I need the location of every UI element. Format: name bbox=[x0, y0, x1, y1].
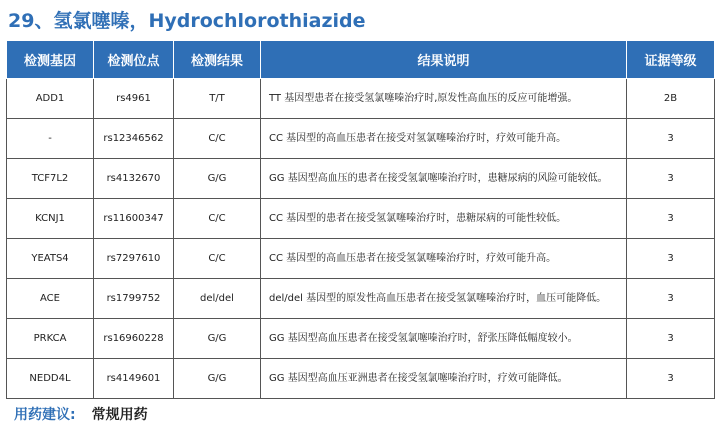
table-row bbox=[7, 199, 715, 239]
cell-evidence-level: 3 bbox=[627, 159, 715, 199]
cell-description: TT 基因型患者在接受氢氯噻嗪治疗时,原发性高血压的反应可能增强。 bbox=[261, 79, 627, 119]
table-row bbox=[7, 119, 715, 159]
cell-result: del/del bbox=[174, 279, 261, 319]
header-result: 检测结果 bbox=[174, 41, 261, 79]
cell-gene: - bbox=[7, 119, 94, 159]
advice-label: 用药建议: bbox=[14, 407, 76, 423]
cell-locus: rs4149601 bbox=[94, 359, 174, 399]
table-row bbox=[7, 279, 715, 319]
cell-result: C/C bbox=[174, 199, 261, 239]
cell-result: T/T bbox=[174, 79, 261, 119]
cell-result: C/C bbox=[174, 239, 261, 279]
cell-evidence-level: 3 bbox=[627, 119, 715, 159]
table-row bbox=[7, 159, 715, 199]
cell-evidence-level: 3 bbox=[627, 239, 715, 279]
cell-description: GG 基因型高血压的患者在接受氢氯噻嗪治疗时，患糖尿病的风险可能较低。 bbox=[261, 159, 627, 199]
cell-description: CC 基因型的高血压患者在接受对氢氯噻嗪治疗时，疗效可能升高。 bbox=[261, 119, 627, 159]
cell-locus: rs16960228 bbox=[94, 319, 174, 359]
cell-evidence-level: 2B bbox=[627, 79, 715, 119]
cell-description: del/del 基因型的原发性高血压患者在接受氢氯噻嗪治疗时，血压可能降低。 bbox=[261, 279, 627, 319]
cell-evidence-level: 3 bbox=[627, 279, 715, 319]
cell-gene: NEDD4L bbox=[7, 359, 94, 399]
page-title: 29、氢氯噻嗪，Hydrochlorothiazide bbox=[8, 10, 366, 32]
table-row bbox=[7, 79, 715, 119]
cell-description: CC 基因型的高血压患者在接受氢氯噻嗪治疗时，疗效可能升高。 bbox=[261, 239, 627, 279]
cell-gene: ACE bbox=[7, 279, 94, 319]
advice-value: 常规用药 bbox=[91, 407, 148, 423]
header-gene: 检测基因 bbox=[7, 41, 94, 79]
gene-result-table bbox=[6, 40, 715, 399]
cell-result: G/G bbox=[174, 319, 261, 359]
header-locus: 检测位点 bbox=[94, 41, 174, 79]
cell-result: C/C bbox=[174, 119, 261, 159]
table-row bbox=[7, 239, 715, 279]
cell-gene: PRKCA bbox=[7, 319, 94, 359]
table-header-row bbox=[7, 41, 715, 79]
cell-description: GG 基因型高血压患者在接受氢氯噻嗪治疗时，舒张压降低幅度较小。 bbox=[261, 319, 627, 359]
cell-gene: ADD1 bbox=[7, 79, 94, 119]
cell-gene: KCNJ1 bbox=[7, 199, 94, 239]
cell-evidence-level: 3 bbox=[627, 359, 715, 399]
cell-gene: TCF7L2 bbox=[7, 159, 94, 199]
cell-locus: rs11600347 bbox=[94, 199, 174, 239]
header-evidence-level: 证据等级 bbox=[627, 41, 715, 79]
cell-locus: rs1799752 bbox=[94, 279, 174, 319]
cell-description: GG 基因型高血压亚洲患者在接受氢氯噻嗪治疗时，疗效可能降低。 bbox=[261, 359, 627, 399]
medication-advice bbox=[14, 404, 148, 424]
cell-evidence-level: 3 bbox=[627, 319, 715, 359]
header-description: 结果说明 bbox=[261, 41, 627, 79]
cell-locus: rs7297610 bbox=[94, 239, 174, 279]
cell-locus: rs4961 bbox=[94, 79, 174, 119]
table-row bbox=[7, 319, 715, 359]
cell-locus: rs12346562 bbox=[94, 119, 174, 159]
cell-locus: rs4132670 bbox=[94, 159, 174, 199]
cell-description: CC 基因型的患者在接受氢氯噻嗪治疗时，患糖尿病的可能性较低。 bbox=[261, 199, 627, 239]
cell-result: G/G bbox=[174, 159, 261, 199]
cell-gene: YEATS4 bbox=[7, 239, 94, 279]
cell-evidence-level: 3 bbox=[627, 199, 715, 239]
cell-result: G/G bbox=[174, 359, 261, 399]
table-row bbox=[7, 359, 715, 399]
